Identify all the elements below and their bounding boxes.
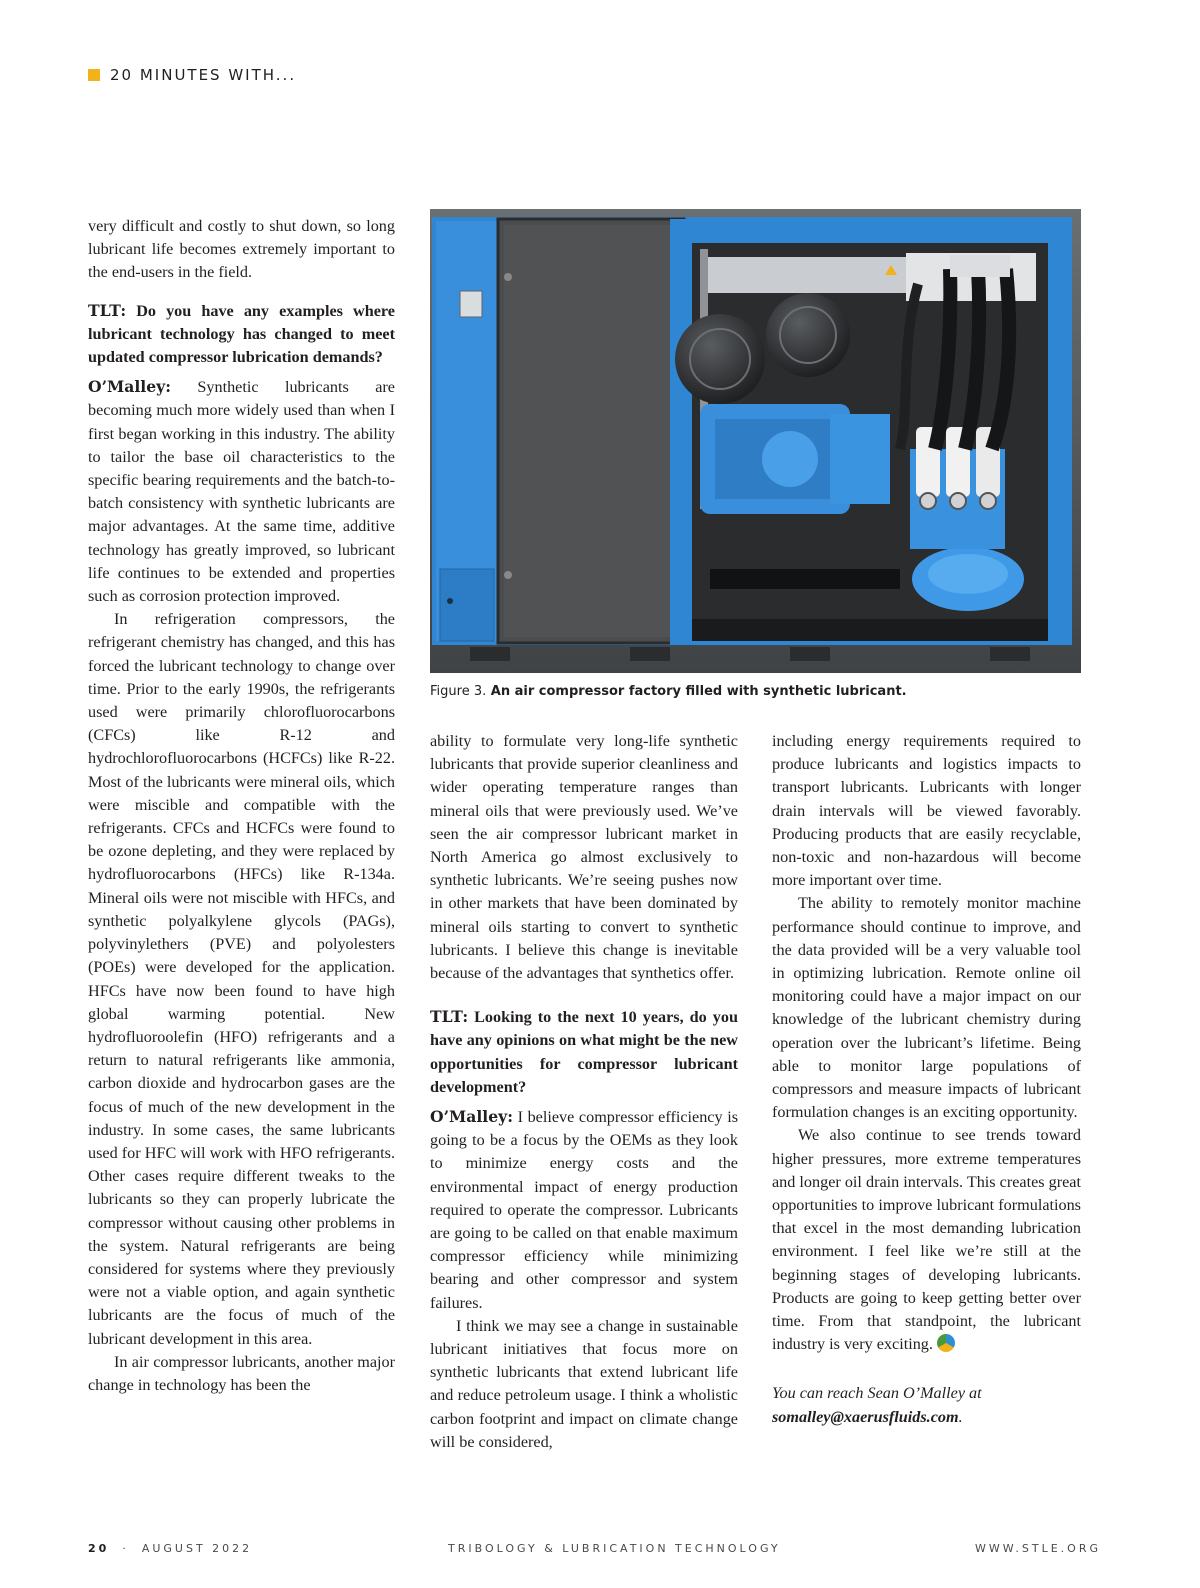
publication-name: TRIBOLOGY & LUBRICATION TECHNOLOGY	[448, 1542, 781, 1555]
middle-column	[430, 730, 738, 1454]
figure-compressor-photo	[430, 209, 1081, 673]
question-speaker: TLT:	[88, 300, 127, 320]
question-text: Looking to the next 10 years, do you have any opinions on what might be the new opportunities for compressor lubricant development?	[430, 1008, 738, 1096]
issue-date: AUGUST 2022	[141, 1542, 253, 1555]
contact-prefix: You can reach Sean O’Malley at	[772, 1384, 982, 1403]
answer	[430, 1105, 738, 1315]
caption-text: An air compressor factory filled with synthetic lubricant.	[486, 684, 907, 699]
answer-text: Synthetic lubricants are becoming much more widely used than when I first began working in this industry. The ability to tailor the base oil characteristics to the specific bearing requirements and the batch-to-batch consistency with synthetic lubricants are major advantages. At the same time, additive technology has greatly improved, so lubricant life continues to be extended and properties such as corrosion protection improved.	[88, 378, 395, 606]
question-text: Do you have any examples where lubricant technology has changed to meet updated compressor lubrication demands?	[88, 301, 395, 367]
page-number: 20	[88, 1542, 110, 1555]
answer-speaker: O’Malley:	[430, 1107, 513, 1127]
answer	[88, 375, 395, 608]
answer-text: I believe compressor efficiency is going to be a focus by the OEMs as they look to minimize energy costs and the environmental impact of energy production required to operate the compressor. Lubricants are going to be called on that enable maximum compressor efficiency while minimizing bearing and other compressor and system failures.	[430, 1108, 738, 1312]
paragraph: including energy requirements required to produce lubricants and logistics impacts to transport lubricants. Lubricants with longer drain intervals will be viewed favorably. Producing products that are easily recyclable, non-toxic and non-hazardous will become more important over time.	[772, 732, 1081, 890]
paragraph: very difficult and costly to shut down, so long lubricant life becomes extremely important to the end-users in the field.	[88, 217, 395, 282]
contact-suffix: .	[958, 1407, 963, 1426]
paragraph-text: We also continue to see trends toward higher pressures, more extreme temperatures and longer oil drain intervals. This creates great opportunities to improve lubricant formulations that excel in the most demanding lubrication environment. I feel like we’re still at the beginning stages of developing lubricants. Products are going to keep getting better over time. From that standpoint, the lubricant industry is very exciting.	[772, 1126, 1081, 1354]
question-speaker: TLT:	[430, 1007, 469, 1027]
paragraph: I think we may see a change in sustainable lubricant initiatives that focus more on synthetic lubricants that extend lubricant life and reduce petroleum usage. I think a wholistic carbon footprint and impact on climate change will be considered,	[430, 1316, 738, 1451]
left-column	[88, 215, 395, 1397]
compressor-illustration	[430, 209, 1081, 673]
website-link[interactable]: WWW.STLE.ORG	[975, 1542, 1101, 1555]
paragraph: ability to formulate very long-life synthetic lubricants that provide superior cleanliness and wider operating temperature ranges than mineral oils that were previously used. We’ve seen the air compressor lubricant market in North America go almost exclusively to synthetic lubricants. We’re seeing pushes now in other markets that have been dominated by mineral oils starting to convert to synthetic lubricants. I believe this change is inevitable because of the advantages that synthetics offer.	[430, 732, 738, 983]
answer-speaker: O’Malley:	[88, 377, 171, 397]
paragraph: The ability to remotely monitor machine performance should continue to improve, and the data provided will be a very valuable tool in optimizing lubrication. Remote online oil monitoring could have a major impact on our knowledge of the lubricant chemistry during operation over the lubricant’s lifetime. Being able to monitor large populations of compressors and measure impacts of lubricant formulation changes is an exciting opportunity.	[772, 894, 1081, 1122]
figure-caption	[430, 684, 1081, 699]
footer-separator: ·	[122, 1542, 129, 1555]
section-marker-square	[88, 69, 100, 81]
paragraph: In air compressor lubricants, another major change in technology has been the	[88, 1352, 395, 1394]
right-column	[772, 730, 1081, 1429]
paragraph	[772, 1124, 1081, 1356]
section-tag	[88, 66, 296, 84]
stle-logo-icon	[937, 1334, 955, 1352]
section-label: 20 MINUTES WITH...	[110, 66, 297, 84]
contact-line	[772, 1382, 1081, 1428]
footer-left	[88, 1542, 252, 1555]
question	[430, 1005, 738, 1099]
question	[88, 299, 395, 370]
paragraph: In refrigeration compressors, the refrigerant chemistry has changed, and this has forced the lubricant technology to change over time. Prior to the early 1990s, the refrigerants used were primarily chlorofluorocarbons (CFCs) like R-12 and hydrochlorofluorocarbons (HCFCs) like R-22. Most of the lubricants were mineral oils, which were miscible and compatible with the refrigerants. CFCs and HCFCs were found to be ozone depleting, and they were replaced by hydrofluorocarbons (HFCs) like R-134a. Mineral oils were not miscible with HFCs, and synthetic polyalkylene glycols (PAGs), polyvinylethers (PVE) and polyolesters (POEs) were developed for the application. HFCs have now been found to have high global warming potential. New hydrofluoroolefin (HFO) refrigerants and a return to natural refrigerants like ammonia, carbon dioxide and hydrocarbon gases are the focus of much of the new development in the industry. In some cases, the same lubricants used for HFC will work with HFO refrigerants. Other cases require different tweaks to the lubricants so they can properly lubricate the compressor without causing other problems in the system. Natural refrigerants are being considered for systems where they previously were not a viable option, and again synthetic lubricants are the focus of much of the lubricant development in this area.	[88, 610, 395, 1348]
contact-email-link[interactable]: somalley@xaerusfluids.com	[772, 1407, 959, 1426]
caption-prefix: Figure 3.	[430, 684, 487, 699]
